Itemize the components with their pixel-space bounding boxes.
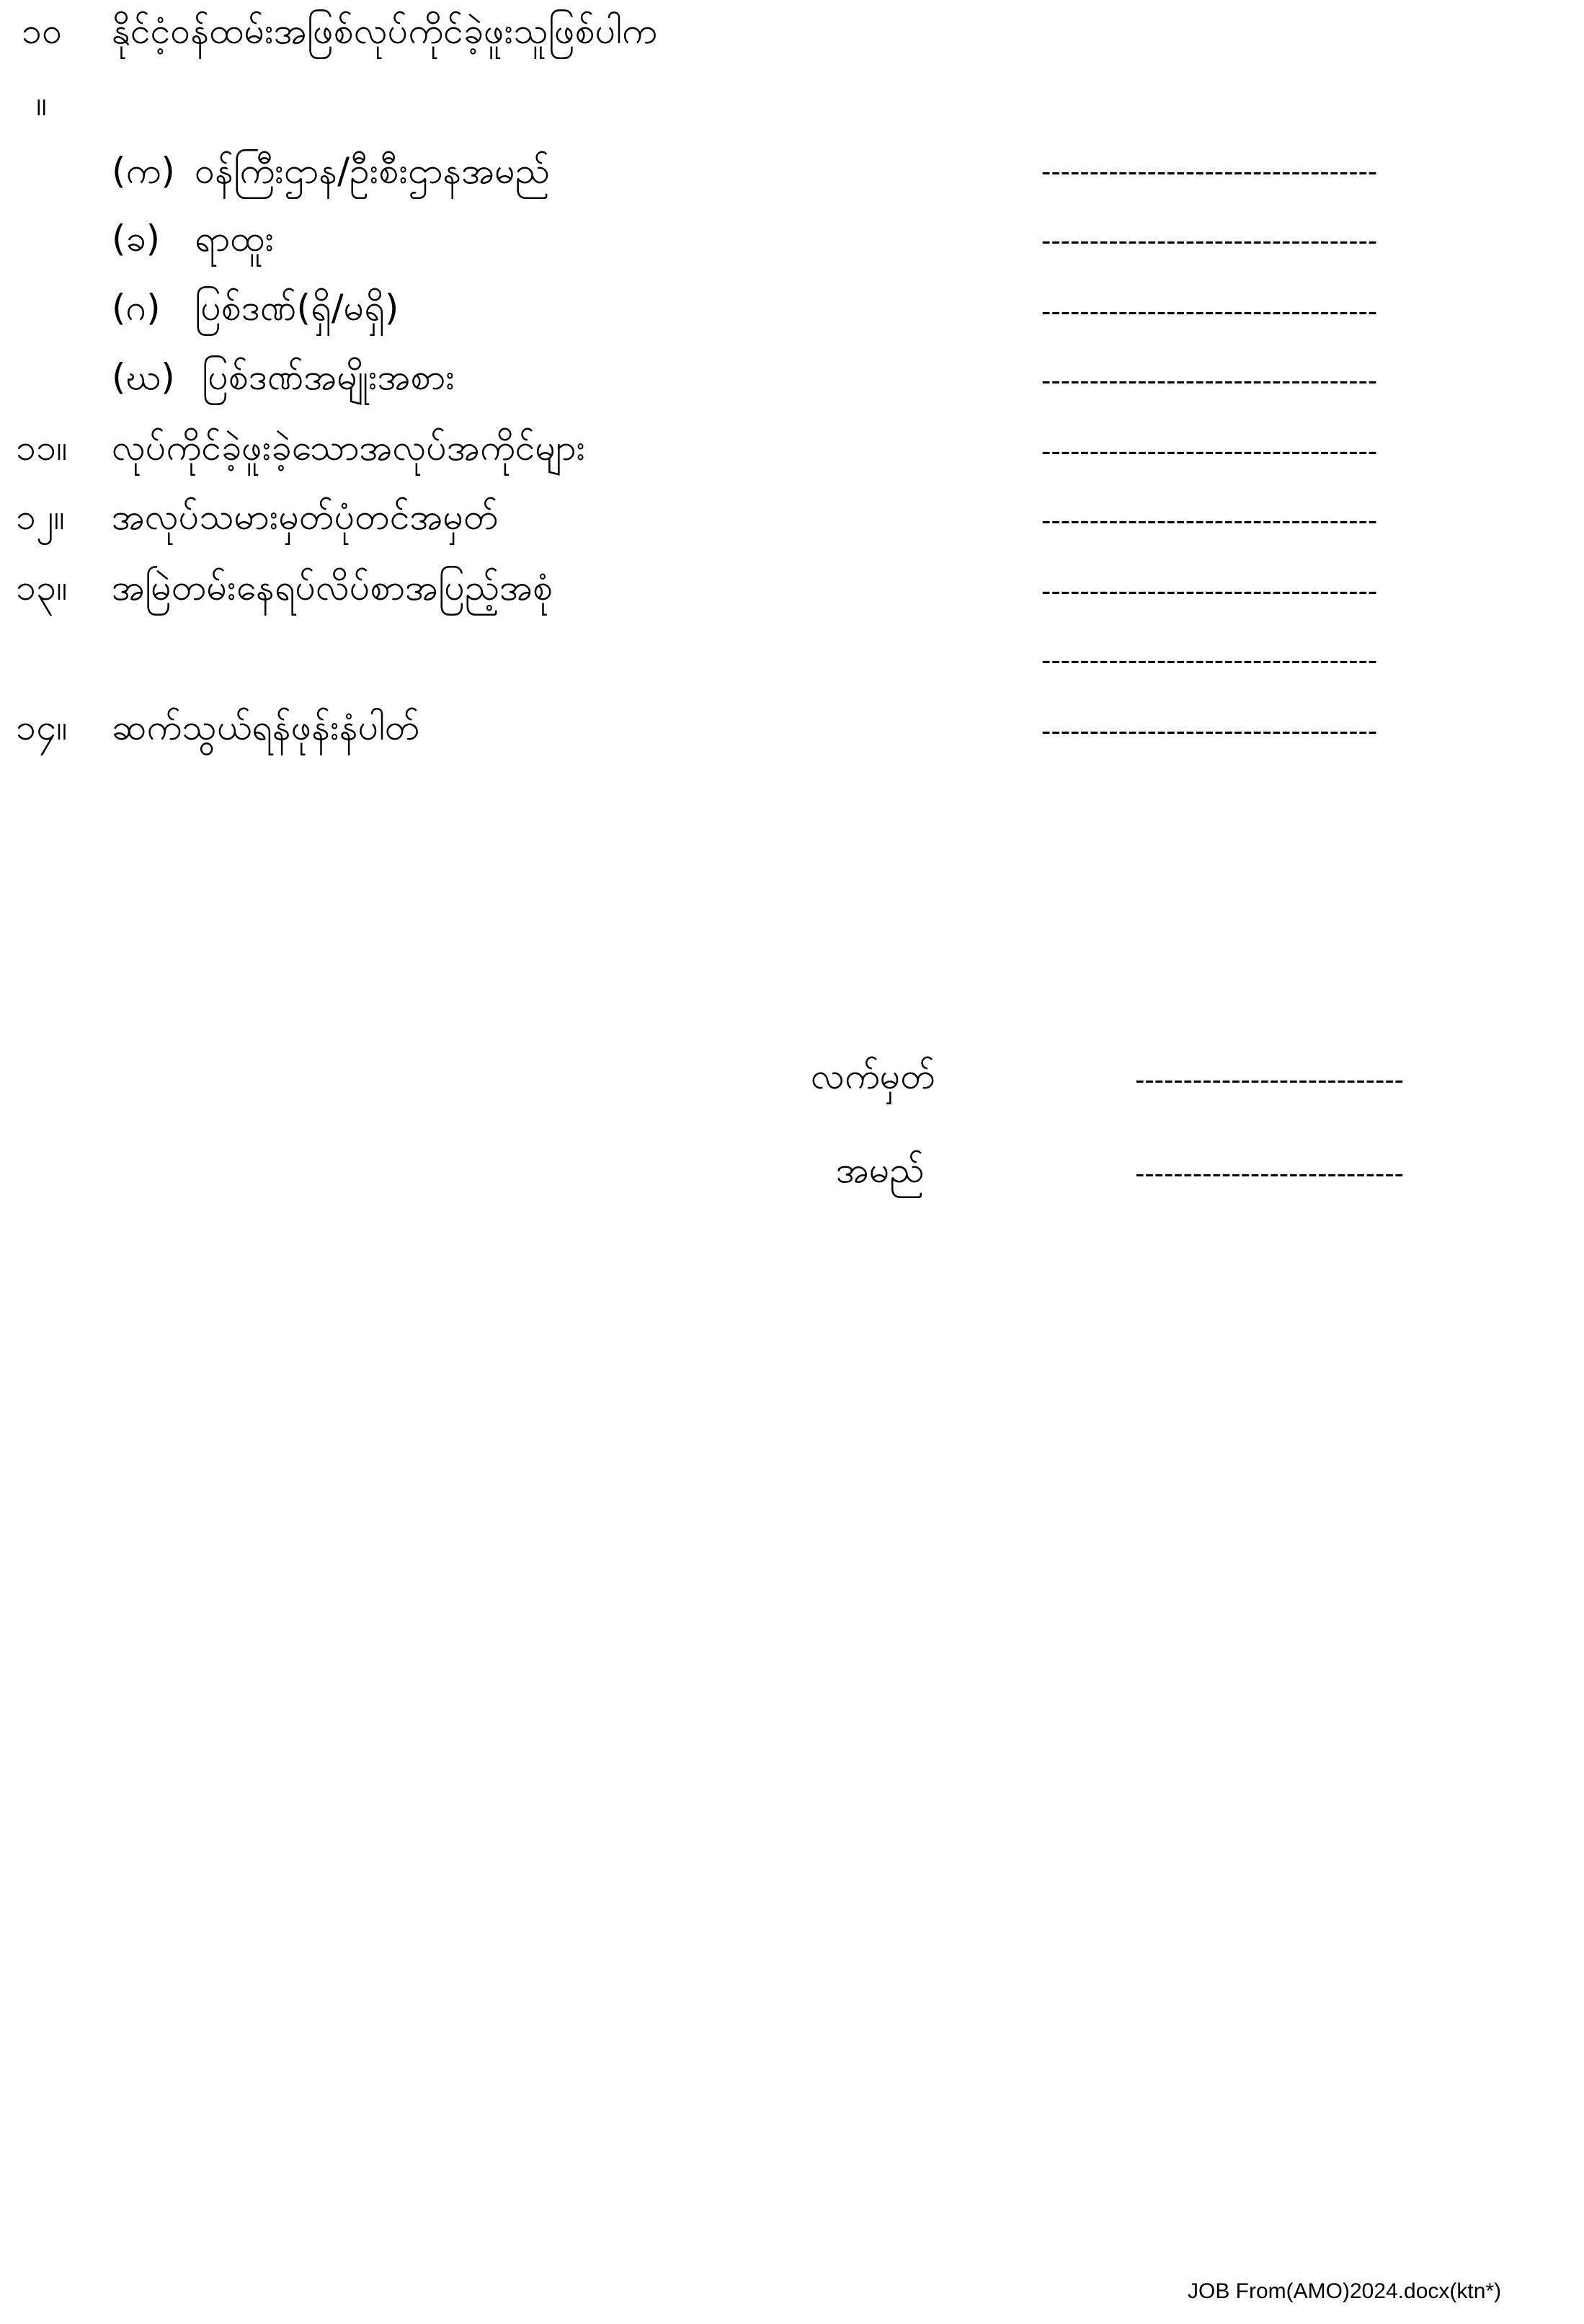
item-10c-fill-line: ----------------------------------- bbox=[1041, 296, 1378, 327]
item-11-number: ၁၁။ bbox=[16, 427, 68, 469]
item-10-number: ၁၀ bbox=[22, 10, 63, 52]
item-10a-fill-line: ----------------------------------- bbox=[1041, 156, 1378, 187]
name-fill-line: ---------------------------- bbox=[1135, 1158, 1404, 1189]
item-10b-label: ရာထူး bbox=[195, 218, 275, 260]
item-12-number: ၁၂။ bbox=[16, 496, 65, 538]
item-13-label: အမြဲတမ်းနေရပ်လိပ်စာအပြည့်အစုံ bbox=[112, 567, 553, 608]
item-10-label: နိုင်ငံ့ဝန်ထမ်းအဖြစ်လုပ်ကိုင်ခဲ့ဖူးသူဖြစ်ပါက bbox=[112, 10, 657, 52]
item-12-label: အလုပ်သမားမှတ်ပုံတင်အမှတ် bbox=[112, 496, 499, 538]
item-13-number: ၁၃။ bbox=[16, 567, 68, 608]
item-13-fill-line: ----------------------------------- bbox=[1041, 575, 1378, 607]
signature-fill-line: ---------------------------- bbox=[1135, 1064, 1404, 1096]
item-10a-marker: (က) bbox=[112, 150, 175, 192]
item-11-label: လုပ်ကိုင်ခဲ့ဖူးခဲ့သောအလုပ်အကိုင်များ bbox=[112, 427, 586, 469]
item-10c-marker: (ဂ) bbox=[112, 287, 161, 329]
signature-label: လက်မှတ် bbox=[811, 1055, 936, 1097]
item-10b-marker: (ခ) bbox=[112, 218, 161, 260]
item-10a-label: ဝန်ကြီးဌာန/ဦးစီးဌာနအမည် bbox=[195, 150, 551, 192]
document-filename-footer: JOB From(AMO)2024.docx(ktn*) bbox=[1188, 2279, 1502, 2303]
item-13-fill-line-second: ----------------------------------- bbox=[1041, 644, 1378, 676]
name-label: အမည် bbox=[836, 1149, 925, 1191]
item-10c-label: ပြစ်ဒဏ်(ရှိ/မရှိ) bbox=[195, 287, 399, 329]
item-11-fill-line: ----------------------------------- bbox=[1041, 435, 1378, 467]
item-14-label: ဆက်သွယ်ရန်ဖုန်းနံပါတ် bbox=[112, 706, 420, 748]
item-10-number-suffix: ။ bbox=[36, 82, 48, 124]
item-10d-fill-line: ----------------------------------- bbox=[1041, 365, 1378, 396]
item-14-number: ၁၄။ bbox=[16, 706, 68, 748]
item-14-fill-line: ----------------------------------- bbox=[1041, 715, 1378, 747]
item-10d-label: ပြစ်ဒဏ်အမျိုးအစား bbox=[202, 356, 455, 398]
item-10b-fill-line: ----------------------------------- bbox=[1041, 225, 1378, 257]
item-12-fill-line: ----------------------------------- bbox=[1041, 505, 1378, 536]
item-10d-marker: (ဃ) bbox=[112, 356, 175, 398]
